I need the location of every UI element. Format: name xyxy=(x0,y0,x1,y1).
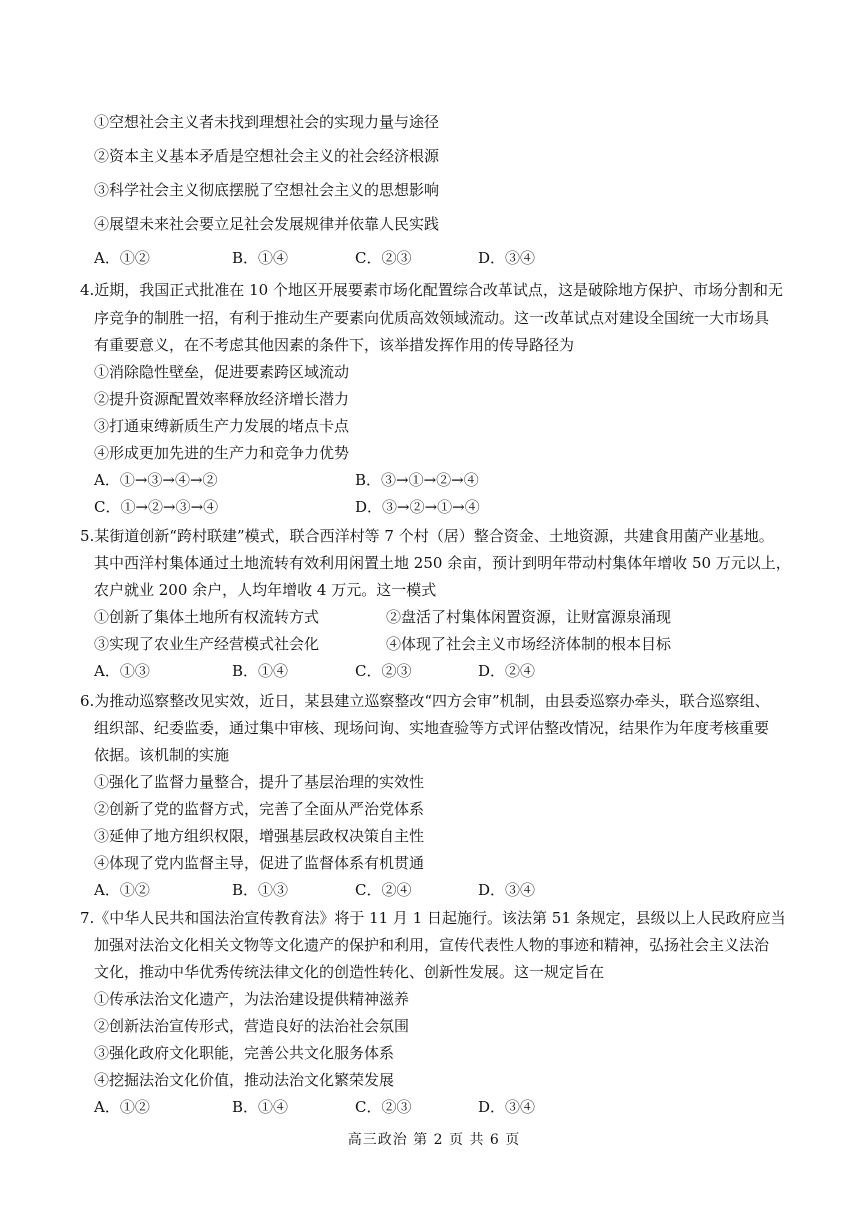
q6-option-a: A．①② xyxy=(94,881,150,899)
q5-statement-4: ④体现了社会主义市场经济体制的根本目标 xyxy=(386,635,672,653)
q6-statement-2: ②创新了党的监督方式，完善了全面从严治党体系 xyxy=(94,800,425,818)
q5-statement-3: ③实现了农业生产经营模式社会化 xyxy=(94,635,320,653)
q5-statement-2: ②盘活了村集体闲置资源，让财富源泉涌现 xyxy=(386,608,672,626)
q4-stem-line-3: 有重要意义，在不考虑其他因素的条件下，该举措发挥作用的传导路径为 xyxy=(94,336,575,354)
q7-option-d: D．③④ xyxy=(478,1098,536,1116)
page-footer: 高三政治 第 2 页 共 6 页 xyxy=(347,1132,521,1148)
q4-statement-2: ②提升资源配置效率释放经济增长潜力 xyxy=(94,390,350,408)
q7-statement-2: ②创新法治宣传形式，营造良好的法治社会氛围 xyxy=(94,1017,410,1035)
q4-statement-3: ③打通束缚新质生产力发展的堵点卡点 xyxy=(94,417,350,435)
q3-statement-2: ②资本主义基本矛盾是空想社会主义的社会经济根源 xyxy=(94,147,440,165)
q4-option-a: A．①→③→④→② xyxy=(94,471,218,489)
q5-option-c: C．②③ xyxy=(355,662,412,680)
q5-option-a: A．①③ xyxy=(94,662,150,680)
q4-statement-4: ④形成更加先进的生产力和竞争力优势 xyxy=(94,444,350,462)
q4-stem-line-1: 4.近期，我国正式批准在 10 个地区开展要素市场化配置综合改革试点，这是破除地方保护、市场分割和无 xyxy=(80,281,783,299)
q7-option-a: A．①② xyxy=(94,1098,150,1116)
q7-statement-3: ③强化政府文化职能，完善公共文化服务体系 xyxy=(94,1044,395,1062)
q7-option-c: C．②③ xyxy=(355,1098,412,1116)
q3-option-d: D．③④ xyxy=(478,249,536,267)
q4-option-d: D．③→②→①→④ xyxy=(355,498,480,516)
q5-statement-1: ①创新了集体土地所有权流转方式 xyxy=(94,608,320,626)
q7-statement-1: ①传承法治文化遗产，为法治建设提供精神滋养 xyxy=(94,990,410,1008)
q4-stem-line-2: 序竞争的制胜一招，有利于推动生产要素向优质高效领域流动。这一改革试点对建设全国统一大市场具 xyxy=(94,309,770,327)
q6-stem-line-1: 6.为推动巡察整改见实效，近日，某县建立巡察整改“四方会审”机制，由县委巡察办牵头，联合巡察组、 xyxy=(80,692,770,710)
q6-statement-1: ①强化了监督力量整合，提升了基层治理的实效性 xyxy=(94,773,425,791)
q5-option-b: B．①④ xyxy=(232,662,289,680)
q7-option-b: B．①④ xyxy=(232,1098,289,1116)
q6-stem-line-2: 组织部、纪委监委，通过集中审核、现场问询、实地查验等方式评估整改情况，结果作为年度考核重要 xyxy=(94,719,770,737)
q4-statement-1: ①消除隐性壁垒，促进要素跨区域流动 xyxy=(94,363,350,381)
q5-stem-line-3: 农户就业 200 余户，人均年增收 4 万元。这一模式 xyxy=(94,581,437,599)
q4-option-c: C．①→②→③→④ xyxy=(94,498,219,516)
q5-stem-line-2: 其中西洋村集体通过土地流转有效利用闲置土地 250 余亩，预计到明年带动村集体年增收 50 万元以上， xyxy=(94,554,791,572)
q7-stem-line-1: 7.《中华人民共和国法治宣传教育法》将于 11 月 1 日起施行。该法第 51 条规定，县级以上人民政府应当 xyxy=(80,909,786,927)
q7-statement-4: ④挖掘法治文化价值，推动法治文化繁荣发展 xyxy=(94,1071,395,1089)
q6-stem-line-3: 依据。该机制的实施 xyxy=(94,746,230,764)
q3-statement-3: ③科学社会主义彻底摆脱了空想社会主义的思想影响 xyxy=(94,181,440,199)
q6-option-d: D．③④ xyxy=(478,881,536,899)
q4-option-b: B．③→①→②→④ xyxy=(355,471,479,489)
q6-option-b: B．①③ xyxy=(232,881,289,899)
q3-statement-1: ①空想社会主义者未找到理想社会的实现力量与途径 xyxy=(94,113,440,131)
q6-statement-4: ④体现了党内监督主导，促进了监督体系有机贯通 xyxy=(94,854,425,872)
q3-option-a: A．①② xyxy=(94,249,150,267)
q7-stem-line-2: 加强对法治文化相关文物等文化遗产的保护和利用，宣传代表性人物的事迹和精神，弘扬社会主义法治 xyxy=(94,936,770,954)
q3-option-b: B．①④ xyxy=(232,249,289,267)
q3-statement-4: ④展望未来社会要立足社会发展规律并依靠人民实践 xyxy=(94,215,440,233)
q6-statement-3: ③延伸了地方组织权限，增强基层政权决策自主性 xyxy=(94,827,425,845)
q6-option-c: C．②④ xyxy=(355,881,412,899)
q3-option-c: C．②③ xyxy=(355,249,412,267)
q5-option-d: D．②④ xyxy=(478,662,536,680)
q7-stem-line-3: 文化，推动中华优秀传统法律文化的创造性转化、创新性发展。这一规定旨在 xyxy=(94,963,605,981)
q5-stem-line-1: 5.某街道创新“跨村联建”模式，联合西洋村等 7 个村（居）整合资金、土地资源，共建食用菌产业基地。 xyxy=(80,527,774,545)
